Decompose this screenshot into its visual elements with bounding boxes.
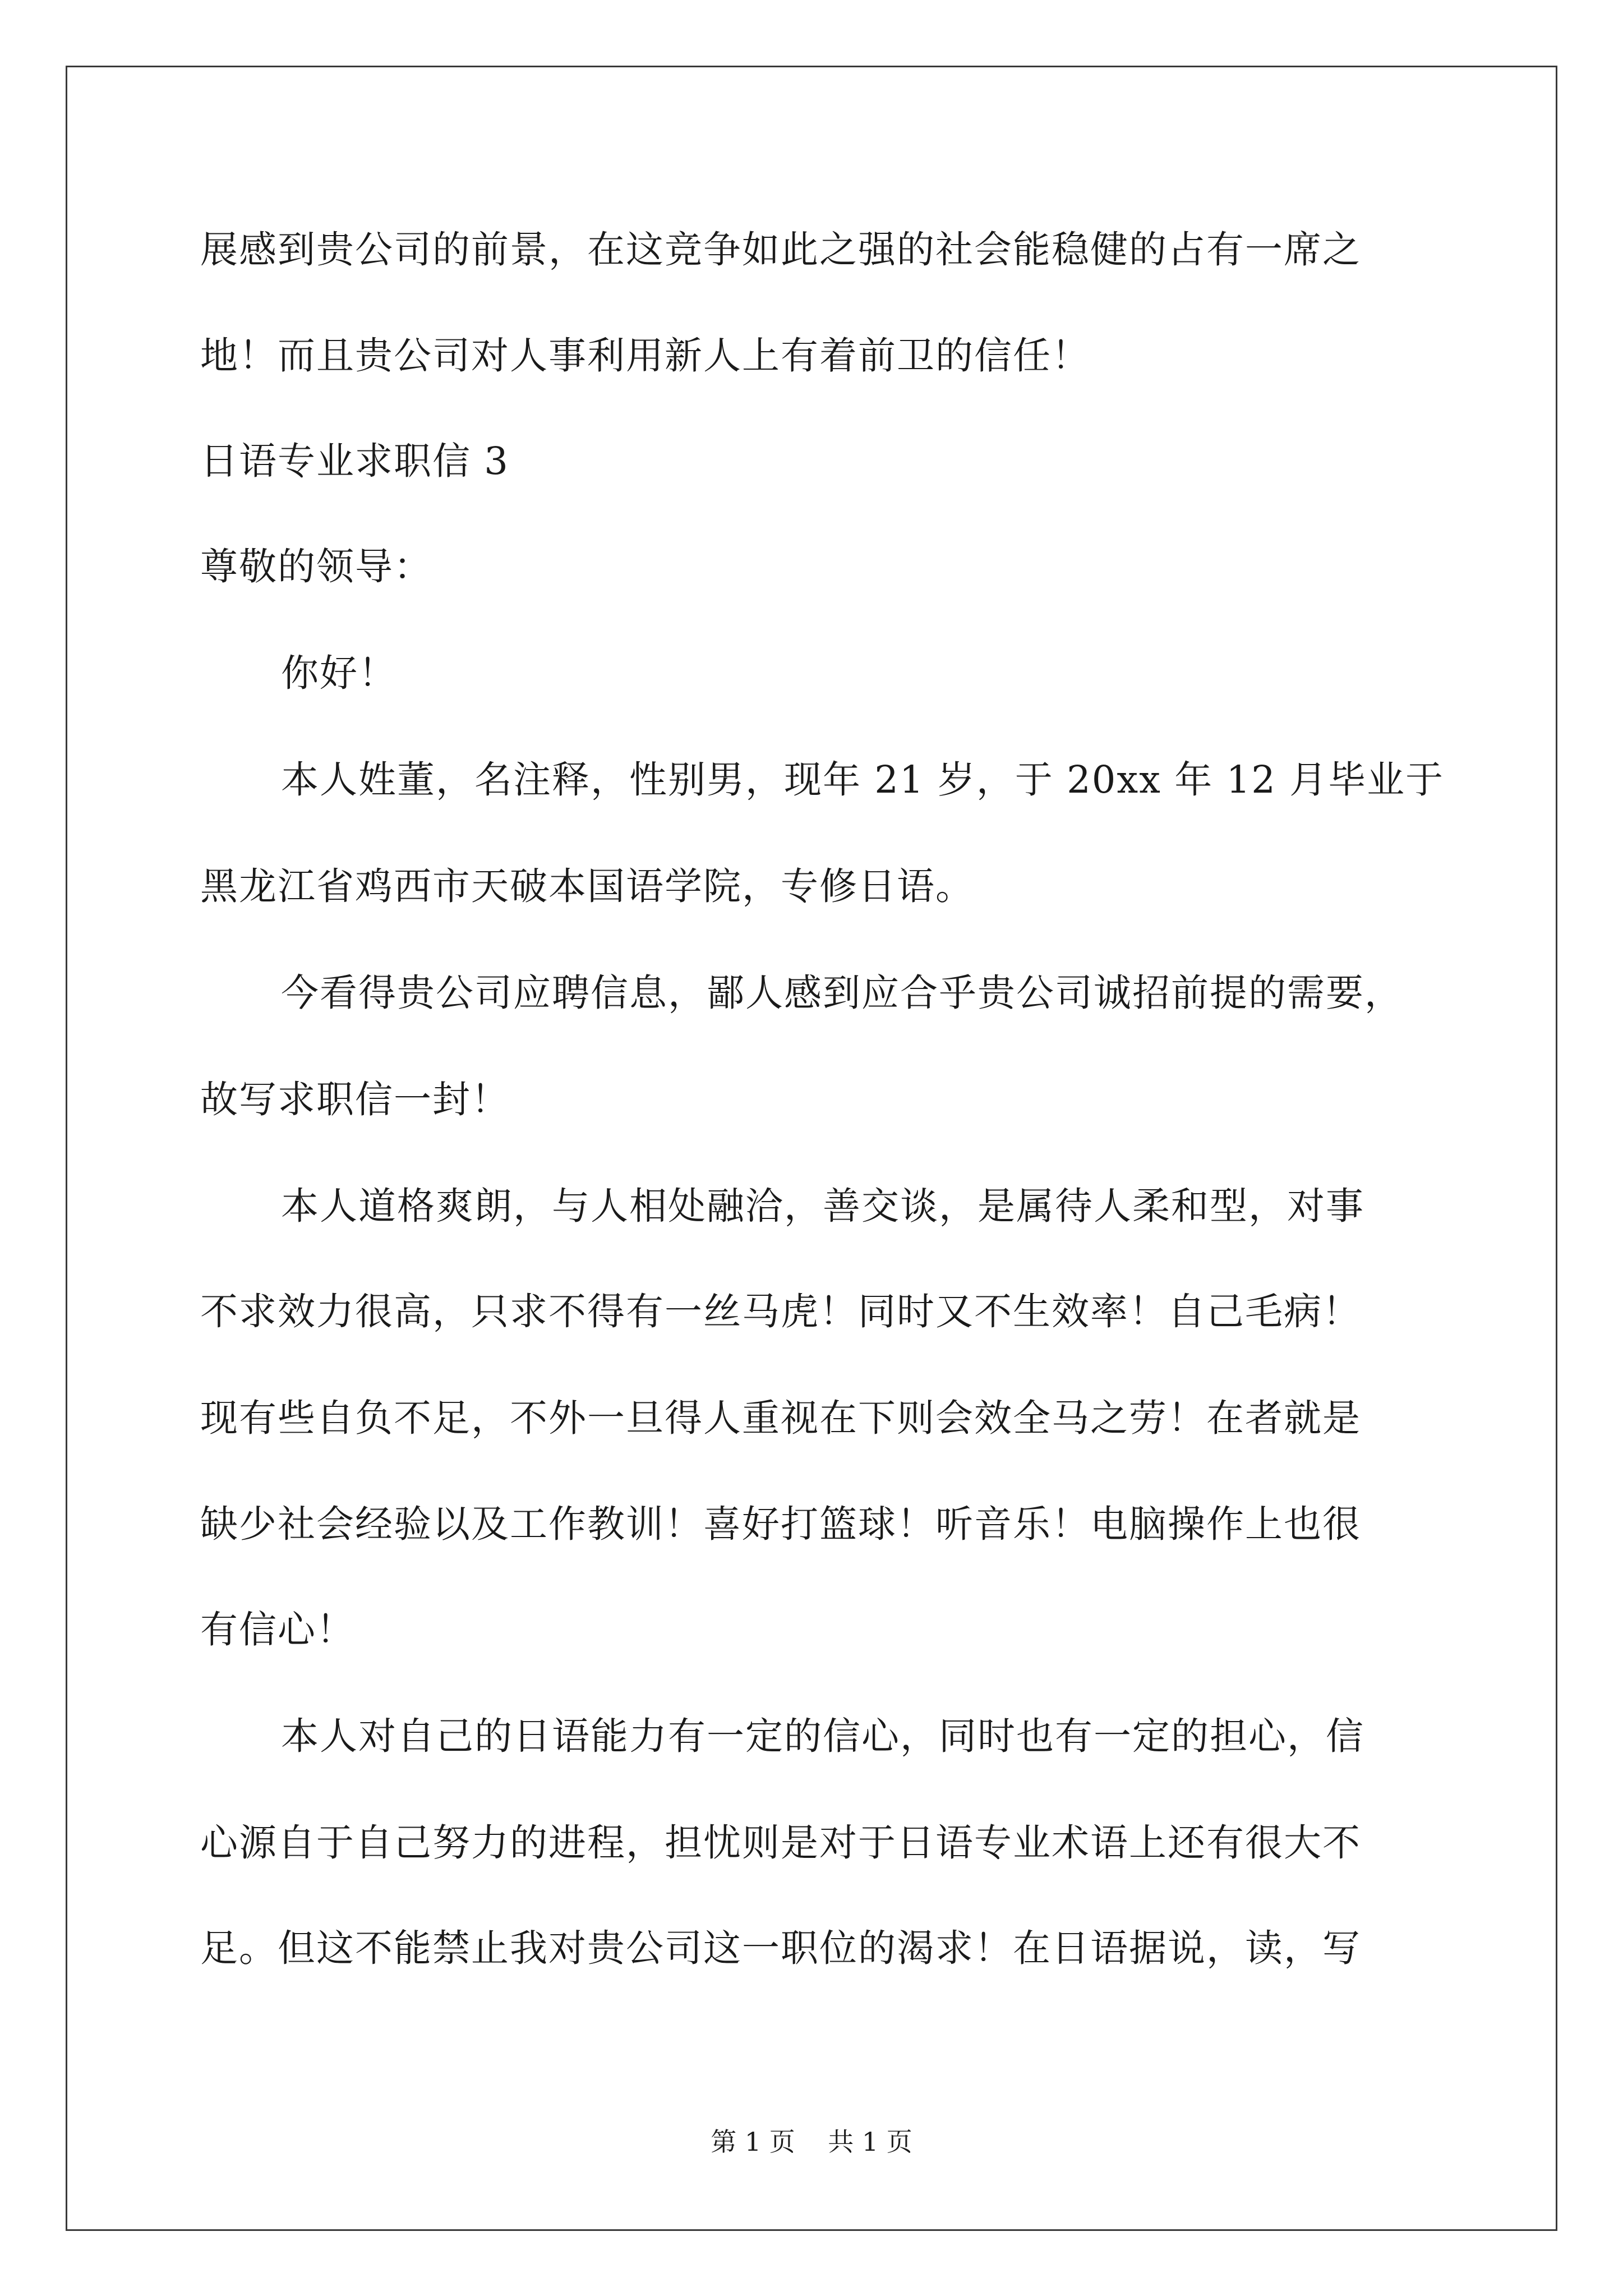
paragraph-line-12: 现有些自负不足，不外一旦得人重视在下则会效全马之劳！在者就是: [200, 1396, 1361, 1440]
greeting: 你好！: [281, 651, 397, 695]
paragraph-line-1: 展感到贵公司的前景，在这竞争如此之强的社会能稳健的占有一席之: [200, 228, 1361, 272]
paragraph-line-14: 有信心！: [200, 1608, 355, 1651]
paragraph-line-17: 足。但这不能禁止我对贵公司这一职位的渴求！在日语据说，读，写: [200, 1926, 1361, 1970]
salutation: 尊敬的领导：: [200, 545, 432, 588]
paragraph-line-16: 心源自于自己努力的进程，担忧则是对于日语专业术语上还有很大不: [200, 1821, 1361, 1865]
page-number-footer: 第 1 页 共 1 页: [711, 2127, 912, 2157]
paragraph-line-6: 本人姓董，名注释，性别男，现年 21 岁，于 20xx 年 12 月毕业于: [281, 758, 1445, 802]
section-heading: 日语专业求职信 3: [200, 439, 509, 483]
paragraph-line-10: 本人道格爽朗，与人相处融洽，善交谈，是属待人柔和型，对事: [281, 1184, 1364, 1228]
paragraph-line-8: 今看得贵公司应聘信息，鄙人感到应合乎贵公司诚招前提的需要，: [281, 971, 1403, 1015]
paragraph-line-9: 故写求职信一封！: [200, 1078, 510, 1121]
paragraph-line-2: 地！而且贵公司对人事利用新人上有着前卫的信任！: [200, 334, 1090, 378]
paragraph-line-13: 缺少社会经验以及工作教训！喜好打篮球！听音乐！电脑操作上也很: [200, 1502, 1361, 1546]
paragraph-line-15: 本人对自己的日语能力有一定的信心，同时也有一定的担心，信: [281, 1714, 1364, 1758]
page-border: [66, 66, 1557, 2231]
paragraph-line-7: 黑龙江省鸡西市天破本国语学院，专修日语。: [200, 864, 974, 908]
paragraph-line-11: 不求效力很高，只求不得有一丝马虎！同时又不生效率！自己毛病！: [200, 1290, 1361, 1333]
